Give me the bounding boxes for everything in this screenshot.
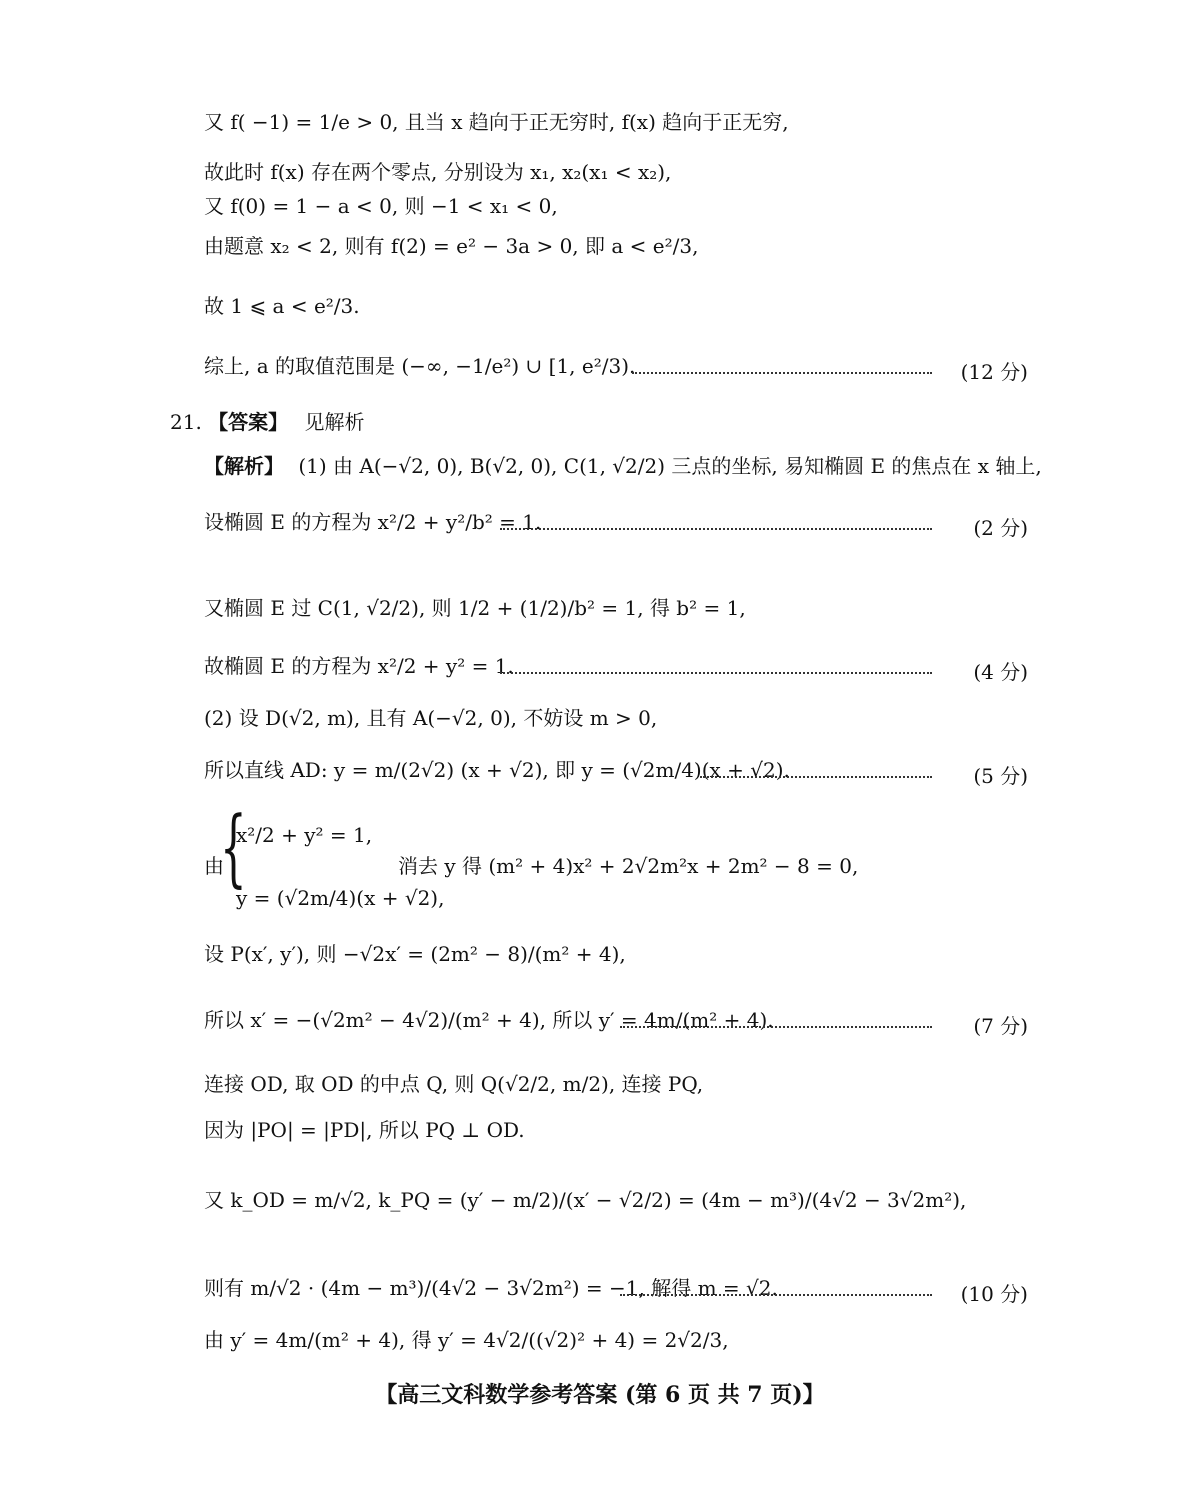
system-eq-1: x²/2 + y² = 1, <box>236 823 373 847</box>
step-text: (1) 由 A(−√2, 0), B(√2, 0), C(1, √2/2) 三点的坐标, 易知椭圆 E 的焦点在 x 轴上, <box>298 454 1042 478</box>
dot-leader <box>500 672 932 674</box>
step-line-12: 则有 m/√2 · (4m − m³)/(4√2 − 3√2m²) = −1, 解得 m = √2. <box>204 1276 778 1300</box>
step-line-7: 设 P(x′, y′), 则 −√2x′ = (2m² − 8)/(m² + 4), <box>204 942 626 966</box>
text-line-6: 综上, a 的取值范围是 (−∞, −1/e²) ∪ [1, e²/3). <box>204 354 636 378</box>
step-line-3: 又椭圆 E 过 C(1, √2/2), 则 1/2 + (1/2)/b² = 1, 得 b² = 1, <box>204 596 746 620</box>
score-2: (2 分) <box>973 516 1028 540</box>
analysis-tag: 【解析】 <box>204 454 284 478</box>
page-footer: 【高三文科数学参考答案 (第 6 页 共 7 页)】 <box>375 1382 825 1408</box>
step-line-4: 故椭圆 E 的方程为 x²/2 + y² = 1. <box>204 654 514 678</box>
question-number: 21. <box>170 410 202 434</box>
system-eq-2: y = (√2m/4)(x + √2), <box>236 886 445 910</box>
text-line-5: 故 1 ⩽ a < e²/3. <box>204 294 360 318</box>
system-you: 由 <box>204 854 224 878</box>
dot-leader <box>500 528 932 530</box>
step-line-9: 连接 OD, 取 OD 的中点 Q, 则 Q(√2/2, m/2), 连接 PQ, <box>204 1072 704 1096</box>
score-4: (4 分) <box>973 660 1028 684</box>
system-brace: { <box>220 798 247 896</box>
step-line-5: (2) 设 D(√2, m), 且有 A(−√2, 0), 不妨设 m > 0, <box>204 706 658 730</box>
dot-leader <box>632 372 932 374</box>
text-line-1: 又 f( −1) = 1/e > 0, 且当 x 趋向于正无穷时, f(x) 趋向于正无穷, <box>204 110 789 134</box>
step-line-11: 又 k_OD = m/√2, k_PQ = (y′ − m/2)/(x′ − √2/2) = (4m − m³)/(4√2 − 3√2m²), <box>204 1188 967 1212</box>
step-line-10: 因为 |PO| = |PD|, 所以 PQ ⊥ OD. <box>204 1118 525 1142</box>
score-5: (5 分) <box>973 764 1028 788</box>
dot-leader <box>700 776 932 778</box>
step-line-6: 所以直线 AD: y = m/(2√2) (x + √2), 即 y = (√2m/4)(x + √2). <box>204 758 790 782</box>
step-line-1 <box>204 456 1042 476</box>
score-7: (7 分) <box>973 1014 1028 1038</box>
question-21-header <box>170 406 365 435</box>
text-line-2: 故此时 f(x) 存在两个零点, 分别设为 x₁, x₂(x₁ < x₂), <box>204 160 672 184</box>
score-10: (10 分) <box>960 1282 1028 1306</box>
text-line-4: 由题意 x₂ < 2, 则有 f(2) = e² − 3a > 0, 即 a < e²/3, <box>204 234 699 258</box>
step-line-8: 所以 x′ = −(√2m² − 4√2)/(m² + 4), 所以 y′ = 4m/(m² + 4). <box>204 1008 774 1032</box>
step-line-13: 由 y′ = 4m/(m² + 4), 得 y′ = 4√2/((√2)² + 4) = 2√2/3, <box>204 1328 729 1352</box>
step-line-2: 设椭圆 E 的方程为 x²/2 + y²/b² = 1. <box>204 510 542 534</box>
score-12: (12 分) <box>960 360 1028 384</box>
answer-text: 见解析 <box>304 410 365 434</box>
dot-leader <box>620 1026 932 1028</box>
system-eliminate: 消去 y 得 (m² + 4)x² + 2√2m²x + 2m² − 8 = 0, <box>398 854 859 878</box>
text-line-3: 又 f(0) = 1 − a < 0, 则 −1 < x₁ < 0, <box>204 194 558 218</box>
answer-tag: 【答案】 <box>208 410 289 434</box>
dot-leader <box>620 1294 932 1296</box>
